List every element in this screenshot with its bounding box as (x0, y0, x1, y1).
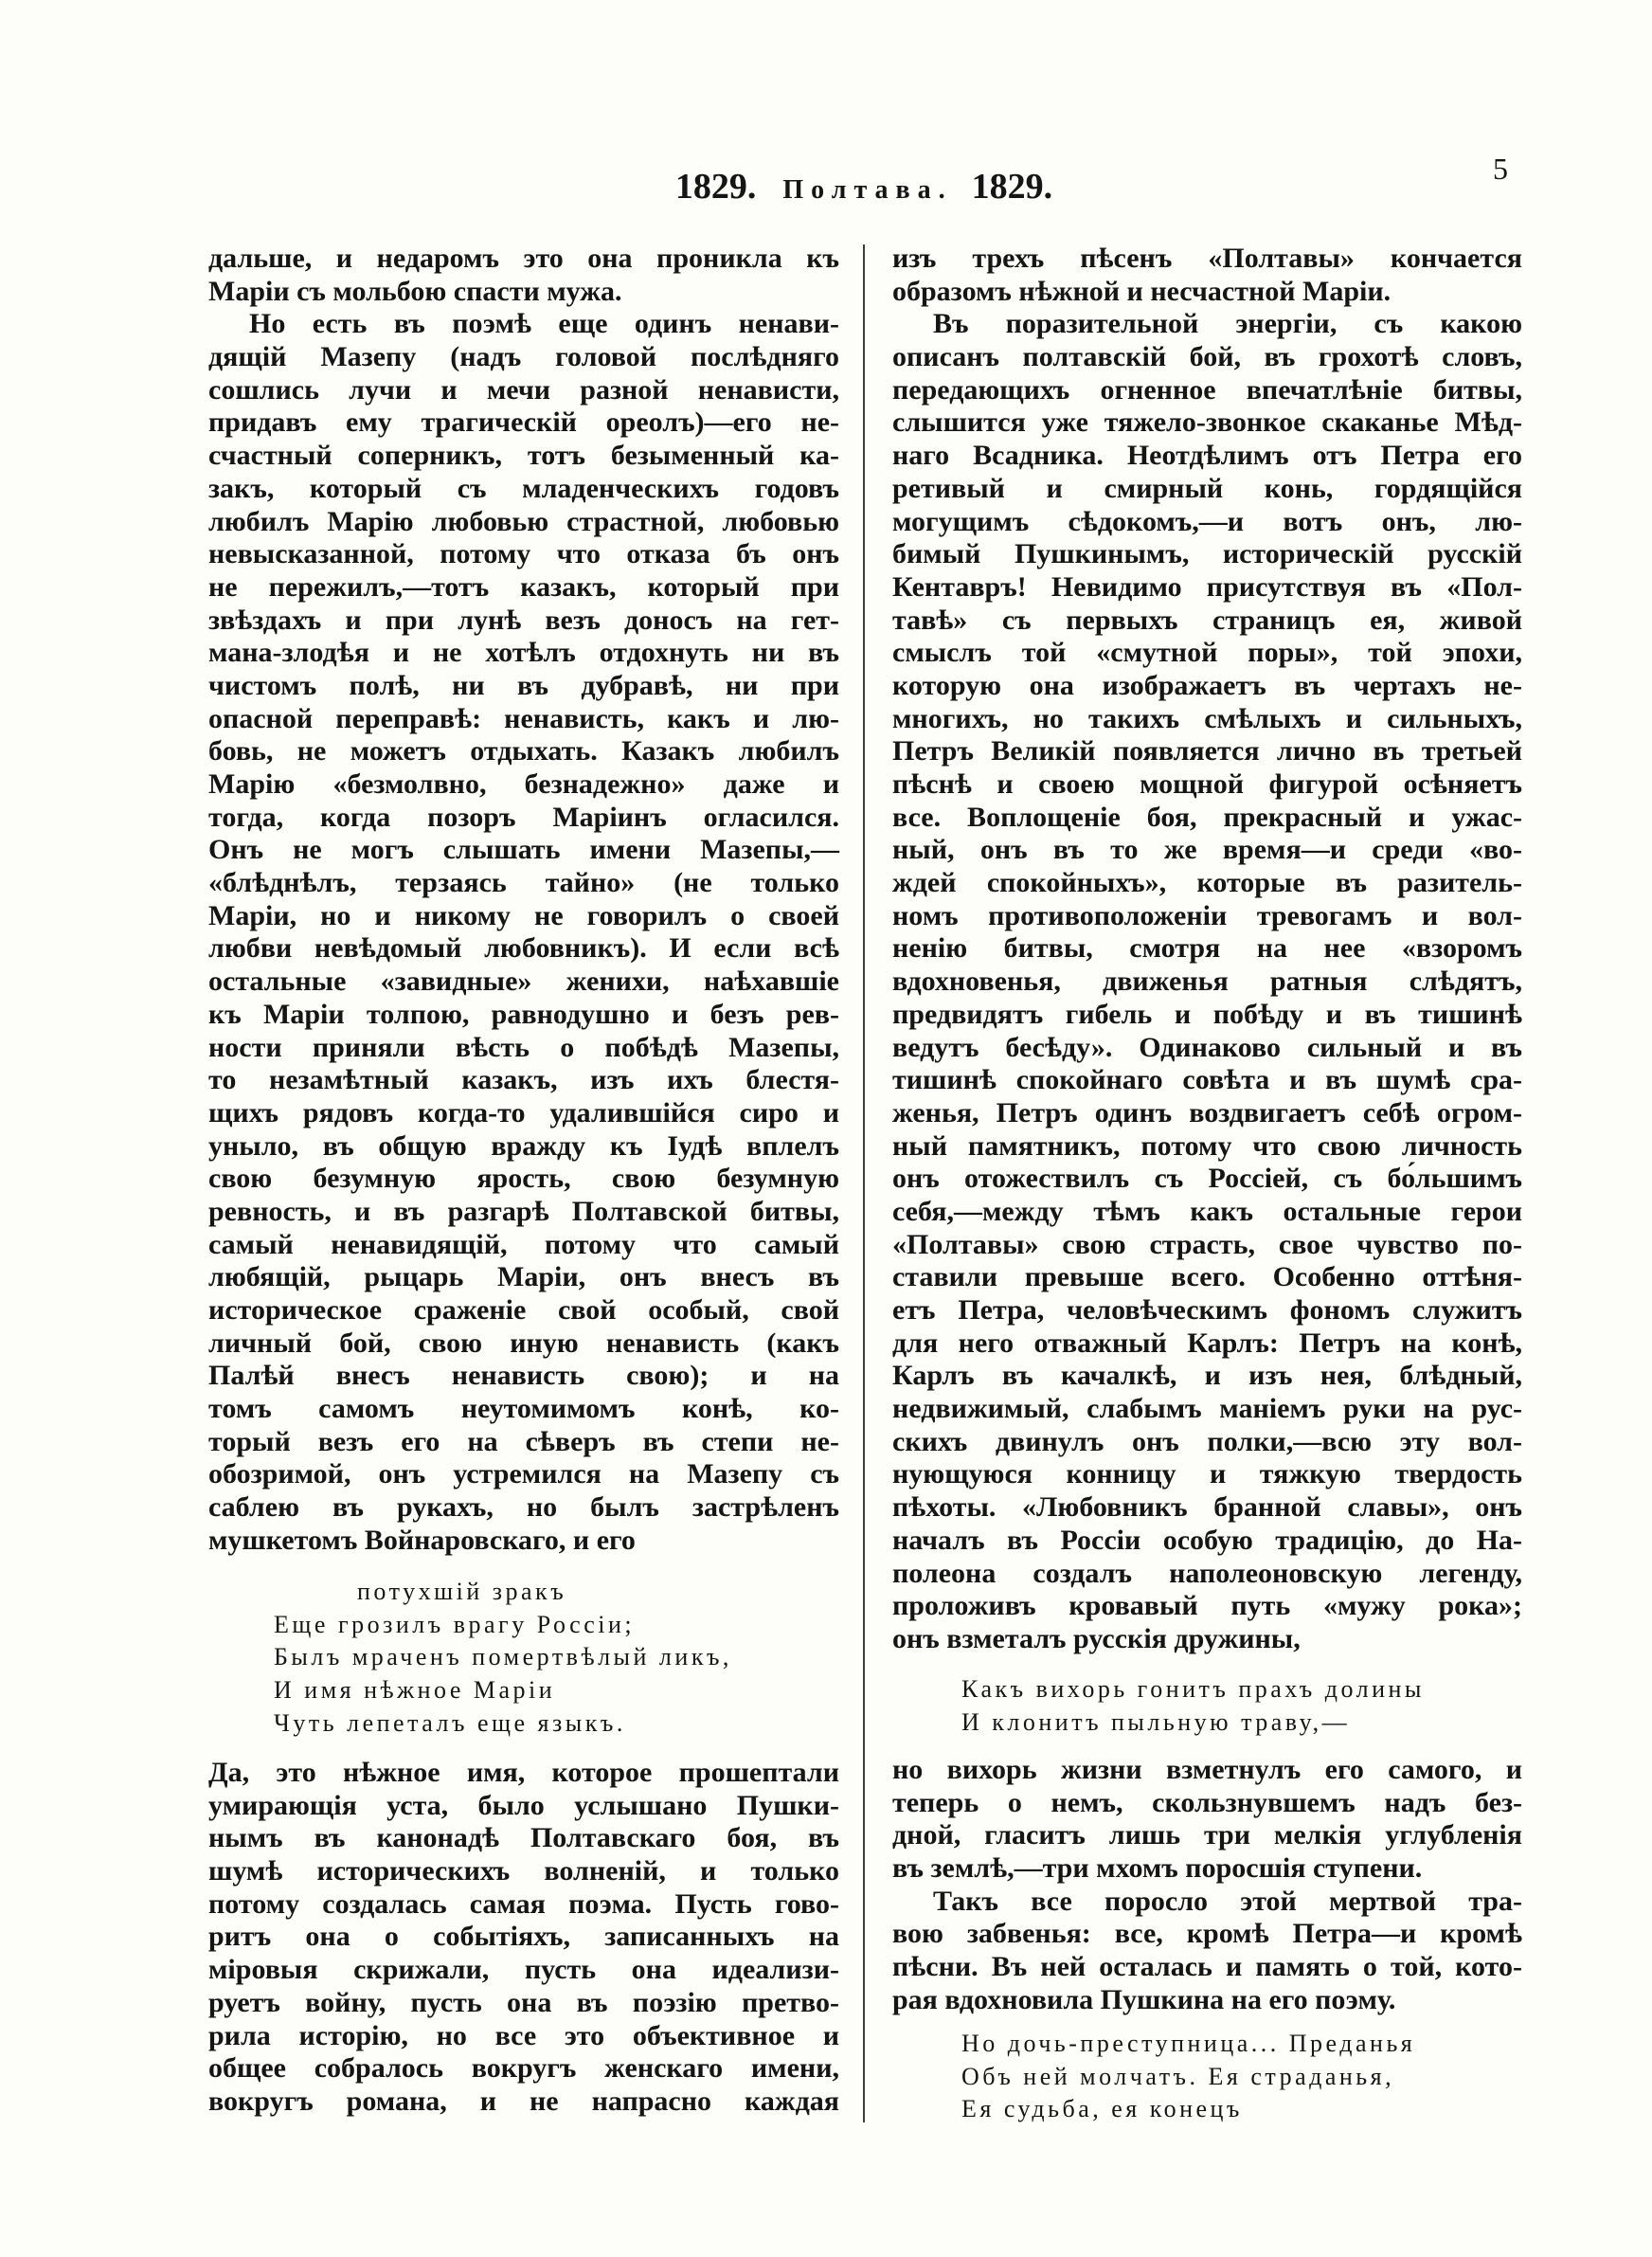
text-line: себя,—между тѣмъ какъ остальные герои (892, 1195, 1522, 1227)
paragraph (892, 243, 1522, 308)
text-line: могущимъ сѣдокомъ,—и вотъ онъ, лю- (892, 505, 1522, 537)
text-line: но вихорь жизни взметнулъ его самого, и (892, 1754, 1522, 1785)
text-line: историческое сраженіе свой особый, свой (208, 1294, 839, 1326)
text-line: то незамѣтный казакъ, изъ ихъ блестя- (208, 1064, 839, 1096)
page-number: 5 (1493, 152, 1508, 186)
text-line: дальше, и недаромъ это она проникла къ (208, 243, 839, 274)
text-line: ревность, и въ разгарѣ Полтавской битвы, (208, 1195, 839, 1227)
text-line: «блѣднѣлъ, терзаясь тайно» (не только (208, 867, 839, 899)
text-line: смыслъ той «смутной поры», той эпохи, (892, 637, 1522, 669)
verse-line: Какъ вихорь гонитъ прахъ долины (961, 1675, 1425, 1703)
text-line: рила исторію, но все это объективное и (208, 2019, 839, 2051)
text-line: щихъ рядовъ когда-то удалившійся сиро и (208, 1096, 839, 1128)
prose-block (208, 1757, 839, 2119)
text-line: любви невѣдомый любовникъ). И если всѣ (208, 932, 839, 965)
text-line: ждей спокойныхъ», которые въ разитель- (892, 867, 1522, 899)
text-line: онъ отожествилъ съ Россіей, съ бо́льшимъ (892, 1163, 1522, 1195)
text-line: личный бой, свою иную ненависть (какъ (208, 1327, 839, 1359)
text-line: скихъ двинулъ онъ полки,—всю эту вол- (892, 1425, 1522, 1457)
text-line: Марію «безмолвно, безнадежно» даже и (208, 768, 839, 800)
paragraph (208, 308, 839, 1557)
text-line: для него отважный Карлъ: Петръ на конѣ, (892, 1327, 1522, 1359)
text-line: бимый Пушкинымъ, историческій русскій (892, 538, 1522, 570)
text-line: номъ противоположеніи тревогамъ и вол- (892, 899, 1522, 931)
text-line: остальные «завидные» женихи, наѣхавшіе (208, 966, 839, 998)
text-line: закъ, который съ младенческихъ годовъ (208, 472, 839, 504)
text-line: невысказанной, потому что отказа бъ онъ (208, 538, 839, 570)
text-line: торый везъ его на сѣверъ въ степи не- (208, 1425, 839, 1457)
header-title: Полтава. (782, 175, 953, 205)
text-line: чистомъ полѣ, ни въ дубравѣ, ни при (208, 669, 839, 701)
text-line: ности приняли вѣсть о побѣдѣ Мазепы, (208, 1031, 839, 1063)
verse-line: потухшій зракъ (357, 1578, 567, 1605)
prose-block (892, 1754, 1522, 2017)
text-line: пѣсни. Въ ней осталась и память о той, кото- (892, 1951, 1522, 1983)
prose-block (892, 243, 1522, 1656)
text-line: проложивъ кровавый путь «мужу рока»; (892, 1590, 1522, 1622)
verse-line: Ея судьба, ея конецъ (961, 2095, 1243, 2123)
text-line: онъ взметалъ русскія дружины, (892, 1622, 1301, 1654)
text-line: въ землѣ,—три мхомъ поросшія ступени. (892, 1852, 1423, 1885)
text-line: ный памятникъ, потому что свою личность (892, 1129, 1522, 1162)
text-line: слышится уже тяжело-звонкое скаканье Мѣд- (892, 406, 1522, 439)
text-line: дной, гласитъ лишь три мелкія углубленія (892, 1819, 1522, 1851)
text-line: женья, Петръ одинъ воздвигаетъ себѣ огром- (892, 1096, 1522, 1128)
verse-line: Еще грозилъ врагу Россіи; (274, 1610, 636, 1638)
text-line: пѣхоты. «Любовникъ бранной славы», онъ (892, 1491, 1522, 1524)
verse-quote (892, 2028, 1522, 2126)
text-line: общее собралось вокругъ женскаго имени, (208, 2052, 839, 2085)
text-line: ный, онъ въ то же время—и среди «во- (892, 834, 1522, 866)
verse-line: Объ ней молчатъ. Ея страданья, (961, 2062, 1395, 2090)
text-line: любящій, рыцарь Маріи, онъ внесъ въ (208, 1261, 839, 1293)
text-line: вдохновенья, движенья ратныя слѣдятъ, (892, 966, 1522, 998)
text-line: ставили превыше всего. Особенно оттѣня- (892, 1261, 1522, 1293)
paragraph (208, 243, 839, 308)
text-line: вою забвенья: все, кромѣ Петра—и кромѣ (892, 1918, 1522, 1950)
text-line: Онъ не могъ слышать имени Мазепы,— (208, 834, 839, 866)
text-line: томъ самомъ неутомимомъ конѣ, ко- (208, 1393, 839, 1425)
header-year-right: 1829. (971, 167, 1053, 207)
text-line: изъ трехъ пѣсенъ «Полтавы» кончается (892, 243, 1522, 274)
verse-line: Чуть лепеталъ еще языкъ. (274, 1708, 626, 1737)
text-line: началъ въ Россіи особую традицію, до На- (892, 1524, 1522, 1556)
verse-line: И клонитъ пыльную траву,— (961, 1707, 1351, 1736)
text-line: рая вдохновила Пушкина на его поэму. (892, 1983, 1396, 2015)
text-line: любилъ Марію любовью страстной, любовью (208, 505, 839, 537)
text-line: дящій Мазепу (надъ головой послѣдняго (208, 341, 839, 373)
text-line: образомъ нѣжной и несчастной Маріи. (892, 275, 1392, 307)
text-line: саблею въ рукахъ, но былъ застрѣленъ (208, 1491, 839, 1524)
text-line: Маріи, но и никому не говорилъ о своей (208, 899, 839, 931)
text-line: многихъ, но такихъ смѣлыхъ и сильныхъ, (892, 702, 1522, 734)
text-line: тогда, когда позоръ Маріинъ огласился. (208, 801, 839, 833)
verse-line: Былъ мраченъ помертвѣлый ликъ, (274, 1643, 732, 1671)
text-line: теперь о немъ, скользнувшемъ надъ без- (892, 1786, 1522, 1818)
text-line: пѣснѣ и своею мощной фигурой осѣняетъ (892, 768, 1522, 800)
text-line: свою безумную ярость, свою безумную (208, 1163, 839, 1195)
paragraph (892, 1886, 1522, 2017)
verse-quote (208, 1576, 839, 1740)
text-line: нующуюся конницу и тяжкую твердость (892, 1458, 1522, 1490)
text-line: предвидятъ гибель и побѣду и въ тишинѣ (892, 998, 1522, 1030)
text-line: руетъ войну, пусть она въ поэзію претво- (208, 1986, 839, 2018)
text-line: наго Всадника. Неотдѣлимъ отъ Петра его (892, 440, 1522, 472)
paragraph (892, 1754, 1522, 1886)
prose-block (208, 243, 839, 1558)
left-column (208, 0, 839, 2257)
text-line: Петръ Великій появляется лично въ третьей (892, 735, 1522, 767)
text-line: передающихъ огненное впечатлѣніе битвы, (892, 373, 1522, 406)
paragraph (892, 308, 1522, 1655)
text-line: умирающія уста, было услышано Пушки- (208, 1789, 839, 1821)
text-line: звѣздахъ и при лунѣ везъ доносъ на гет- (208, 604, 839, 636)
verse-line: Но дочь-преступница... Преданья (961, 2030, 1416, 2057)
text-line: полеона создалъ наполеоновскую легенду, (892, 1557, 1522, 1589)
text-line: тишинѣ спокойнаго совѣта и въ шумѣ сра- (892, 1064, 1522, 1096)
text-line: къ Маріи толпою, равнодушно и безъ рев- (208, 998, 839, 1030)
text-line: мана-злодѣя и не хотѣлъ отдохнуть ни въ (208, 637, 839, 669)
text-line: ретивый и смирный конь, гордящійся (892, 472, 1522, 504)
text-line: Въ поразительной энергіи, съ какою (933, 308, 1522, 340)
text-line: бовь, не можетъ отдыхать. Казакъ любилъ (208, 735, 839, 767)
text-line: которую она изображаетъ въ чертахъ не- (892, 669, 1522, 701)
text-line: самый ненавидящій, потому что самый (208, 1228, 839, 1260)
text-line: счастный соперникъ, тотъ безыменный ка- (208, 440, 839, 472)
text-line: все. Воплощеніе боя, прекрасный и ужас- (892, 801, 1522, 833)
text-line: вокругъ романа, и не напрасно каждая (208, 2085, 839, 2117)
text-line: тавѣ» съ первыхъ страницъ ея, живой (892, 604, 1522, 636)
text-line: Но есть въ поэмѣ еще одинъ ненави- (249, 308, 839, 340)
text-line: Карлъ въ качалкѣ, и изъ нея, блѣдный, (892, 1360, 1522, 1392)
text-line: ненію битвы, смотря на нее «взоромъ (892, 932, 1522, 965)
text-line: «Полтавы» свою страсть, свое чувство по- (892, 1228, 1522, 1260)
text-line: Да, это нѣжное имя, которое прошептали (208, 1757, 839, 1788)
text-line: опасной переправѣ: ненависть, какъ и лю- (208, 702, 839, 734)
text-line: обозримой, онъ устремился на Мазепу съ (208, 1458, 839, 1490)
right-column (892, 0, 1522, 2257)
text-line: ритъ она о событіяхъ, записанныхъ на (208, 1921, 839, 1953)
text-line: мушкетомъ Войнаровскаго, и его (208, 1524, 636, 1556)
text-line: уныло, въ общую вражду къ Іудѣ вплелъ (208, 1129, 839, 1162)
text-line: нымъ въ канонадѣ Полтавскаго боя, въ (208, 1822, 839, 1854)
text-line: ведутъ бесѣду». Одинаково сильный и въ (892, 1031, 1522, 1063)
text-line: Кентавръ! Невидимо присутствуя въ «Пол- (892, 570, 1522, 603)
text-line: сошлись лучи и мечи разной ненависти, (208, 373, 839, 406)
paragraph (208, 1757, 839, 2119)
text-line: потому создалась самая поэма. Пусть гово- (208, 1887, 839, 1920)
text-line: Палѣй внесъ ненависть свою); и на (208, 1360, 839, 1392)
header-year-left: 1829. (674, 167, 757, 207)
text-line: міровыя скрижали, пусть она идеализи- (208, 1954, 839, 1986)
text-line: не пережилъ,—тотъ казакъ, который при (208, 570, 839, 603)
text-line: описанъ полтавскій бой, въ грохотѣ словъ, (892, 341, 1522, 373)
text-line: придавъ ему трагическій ореолъ)—его не- (208, 406, 839, 439)
text-line: Маріи съ мольбою спасти мужа. (208, 275, 622, 307)
verse-quote (892, 1673, 1522, 1739)
column-divider (863, 244, 865, 2122)
text-line: шумѣ историческихъ волненій, и только (208, 1855, 839, 1887)
verse-line: И имя нѣжное Маріи (274, 1676, 556, 1705)
text-line: Такъ все поросло этой мертвой тра- (933, 1885, 1522, 1917)
text-line: недвижимый, слабымъ маніемъ руки на рус- (892, 1393, 1522, 1425)
text-line: етъ Петра, человѣческимъ фономъ служитъ (892, 1294, 1522, 1326)
